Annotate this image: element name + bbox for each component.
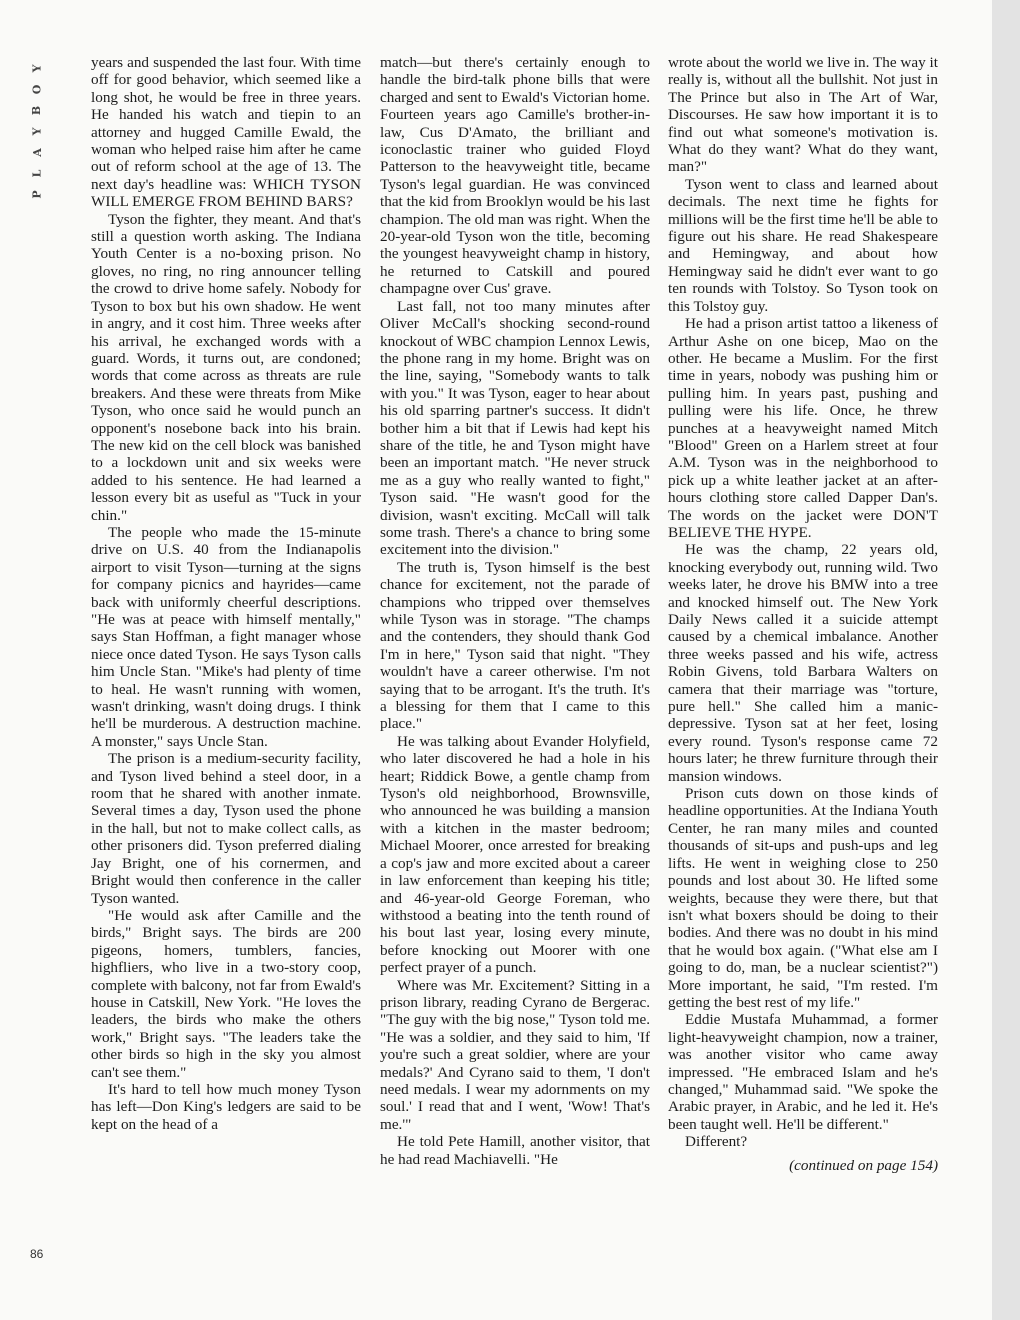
paragraph: Tyson went to class and learned about decimals. The next time he fights for millions will be the first time he'll be able to figure out his share. He read Shakespeare and Hemingway, and about how Hemingway said he didn't ever want to go ten rounds with Tolstoy. So Tyson took on this Tolstoy guy. — [668, 175, 938, 315]
running-head — [26, 58, 48, 205]
paragraph: years and suspended the last four. With time off for good behavior, which seemed like a long shot, he would be free in three years. He handed his watch and tiepin to an attorney and hugged Camille Ewald, the woman who helped raise him after he came out of reform school at the age of 13. The next day's headline was: WHICH TYSON WILL EMERGE FROM BEHIND BARS? — [91, 54, 361, 211]
paragraph: The truth is, Tyson himself is the best chance for excitement, not the parade of champions who tripped over themselves while Tyson was in storage. "The champs and the contenders, they should thank God I'm in here," Tyson said that night. "They wouldn't have a career otherwise. I'm not saying that to be arrogant. It's the truth. It's a blessing for them that I came to this place." — [380, 558, 650, 733]
paragraph: Where was Mr. Excitement? Sitting in a prison library, reading Cyrano de Bergerac. "The guy with the big nose," Tyson told me. "He was a soldier, and they said to him, 'If you're such a great soldier, where are your medals?' And Cyrano said to them, 'I don't need medals. I wear my adornments on my soul.' I read that and I went, 'Wow! That's me.'" — [380, 976, 650, 1133]
column-1 — [91, 54, 361, 1264]
running-head-letter: Y — [30, 64, 44, 73]
paragraph: Eddie Mustafa Muhammad, a former light-heavyweight champion, now a trainer, was another visitor who came away impressed. "He embraced Islam and he's changed," Muhammad said. "We spoke the Arabic prayer, in Arabic, and he led it. He's been taught well. He'll be different." — [668, 1011, 938, 1133]
paragraph: The people who made the 15-minute drive on U.S. 40 from the Indianapolis airport to visit Tyson—turning at the signs for company picnics and hayrides—came back with uniformly cheerful descriptions. "He was at peace with himself mentally," says Stan Hoffman, a fight manager whose niece once dated Tyson. He says Tyson calls him Uncle Stan. "Mike's had plenty of time to heal. He wasn't running with women, wasn't drinking, wasn't doing drugs. I think he'll be murderous. A destruction machine. A monster," says Uncle Stan. — [91, 523, 361, 750]
page-number: 86 — [30, 1247, 44, 1261]
paragraph: The prison is a medium-security facility, and Tyson lived behind a steel door, in a room that he shared with another inmate. Several times a day, Tyson used the phone in the hall, but not to make collect calls, as other prisoners did. Tyson preferred dialing Jay Bright, one of his cornermen, and Bright would then conference in the caller Tyson wanted. — [91, 750, 361, 907]
paragraph: "He would ask after Camille and the birds," Bright says. The birds are 200 pigeons, homers, tumblers, fancies, highfliers, who live in a two-story coop, complete with balcony, not far from Ewald's house in Catskill, New York. "He loves the leaders, the birds who make the others work," Bright says. "The leaders take the other birds so high in the sky you almost can't see them." — [91, 906, 361, 1081]
running-head-letter: O — [30, 84, 44, 95]
paragraph: It's hard to tell how much money Tyson has left—Don King's ledgers are said to be kept on the head of a — [91, 1080, 361, 1133]
paragraph: match—but there's certainly enough to handle the bird-talk phone bills that were charged and sent to Ewald's Victorian home. Fourteen years ago Camille's brother-in-law, Cus D'Amato, the brilliant and iconoclastic trainer who guided Floyd Patterson to the heavyweight title, became Tyson's legal guardian. He was convinced that the kid from Brooklyn would be his last champion. The old man was right. When the 20-year-old Tyson won the title, becoming the youngest heavyweight champ in history, he returned to Catskill and poured champagne over Cus' grave. — [380, 54, 650, 298]
running-head-letter: P — [30, 190, 44, 199]
scan-margin — [992, 0, 1020, 1320]
running-head-letter: Y — [30, 127, 44, 136]
paragraph: He was the champ, 22 years old, knocking everybody out, running wild. Two weeks later, he drove his BMW into a tree and knocked himself out. The New York Daily News called it a suicide attempt caused by a chemical imbalance. Another three weeks passed and his wife, actress Robin Givens, told Barbara Walters on camera that their marriage was "torture, pure hell." She called him a manic-depressive. Tyson sat at her feet, losing every round. Tyson's response came 72 hours later; he threw furniture through their mansion windows. — [668, 541, 938, 785]
paragraph: Different? — [685, 1133, 748, 1151]
paragraph: Prison cuts down on those kinds of headline opportunities. At the Indiana Youth Center, he ran many miles and counted thousands of sit-ups and push-ups and leg lifts. He went in weighing close to 250 pounds and lost about 30. He lifted some weights, because they were there, but that isn't what boxers should be doing to their bodies. And there was no doubt in his mind that he would box again. ("What else am I going to do, man, be a nuclear scientist?") More important, he said, "I'm rested. I'm getting the best rest of my life." — [668, 785, 938, 1011]
paragraph: wrote about the world we live in. The way it really is, without all the bullshit. Not just in The Prince but also in The Art of War, Discourses. He saw how important it is to find out what someone's motivation is. What do they want? What do they want, man?" — [668, 54, 938, 176]
running-head-letter: L — [30, 169, 44, 178]
paragraph: Last fall, not too many minutes after Oliver McCall's shocking second-round knockout of WBC champion Lennox Lewis, the phone rang in my home. Bright was on the line, saying, "Somebody wants to talk with you." It was Tyson, eager to hear about his old sparring partner's success. It didn't bother him a bit that if Lewis had kept his share of the title, he and Tyson might have been an important match. "He never struck me as a guy who really wanted to fight," Tyson said. "He wasn't good for the division, wasn't exciting. McCall will talk some trash. There's a chance to bring some excitement into the division." — [380, 297, 650, 559]
running-head-letter: A — [30, 148, 44, 157]
paragraph: He was talking about Evander Holyfield, who later discovered he had a hole in his heart; Riddick Bowe, a gentle champ from Tyson's old neighborhood, Brownsville, who announced he was building a mansion with a kitchen in the master bedroom; Michael Moorer, once arrested for breaking a cop's jaw and more excited about a career in law enforcement than keeping his title; and 46-year-old George Foreman, who withstood a beating into the tenth round of his bout last year, losing every minute, before knocking out Moorer with one perfect prayer of a punch. — [380, 732, 650, 977]
paragraph: He told Pete Hamill, another visitor, that he had read Machiavelli. "He — [380, 1133, 650, 1168]
continued-notice: (continued on page 154) — [789, 1156, 938, 1174]
running-head-letter: B — [30, 105, 44, 116]
column-2 — [380, 54, 650, 1264]
paragraph: He had a prison artist tattoo a likeness of Arthur Ashe on one bicep, Mao on the other. He became a Muslim. For the first time in years, nobody was pushing him or pulling him. In years past, pushing and pulling were his life. Once, he threw punches at a heavyweight named Mitch "Blood" Green on a Harlem street at four A.M. Tyson was in the neighborhood to pick up a white leather jacket at an after-hours clothing store called Dapper Dan's. The words on the jacket were DON'T BELIEVE THE HYPE. — [668, 315, 938, 541]
paragraph: Tyson the fighter, they meant. And that's still a question worth asking. The Indiana Youth Center is a no-boxing prison. No gloves, no ring, no ring announcer telling the crowd to drive home safely. Nobody for Tyson to box but his own shadow. He went in angry, and it cost him. Three weeks after his arrival, he exchanged words with a guard. Words, it turns out, are condoned; words that come across as threats are rule breakers. And these were threats from Mike Tyson, who once said he would punch an opponent's nosebone back into his brain. The new kid on the cell block was banished to a lockdown unit and six weeks were added to his sentence. He had learned a lesson every bit as useful as "Tuck in your chin." — [91, 210, 361, 524]
column-3 — [668, 54, 938, 1264]
